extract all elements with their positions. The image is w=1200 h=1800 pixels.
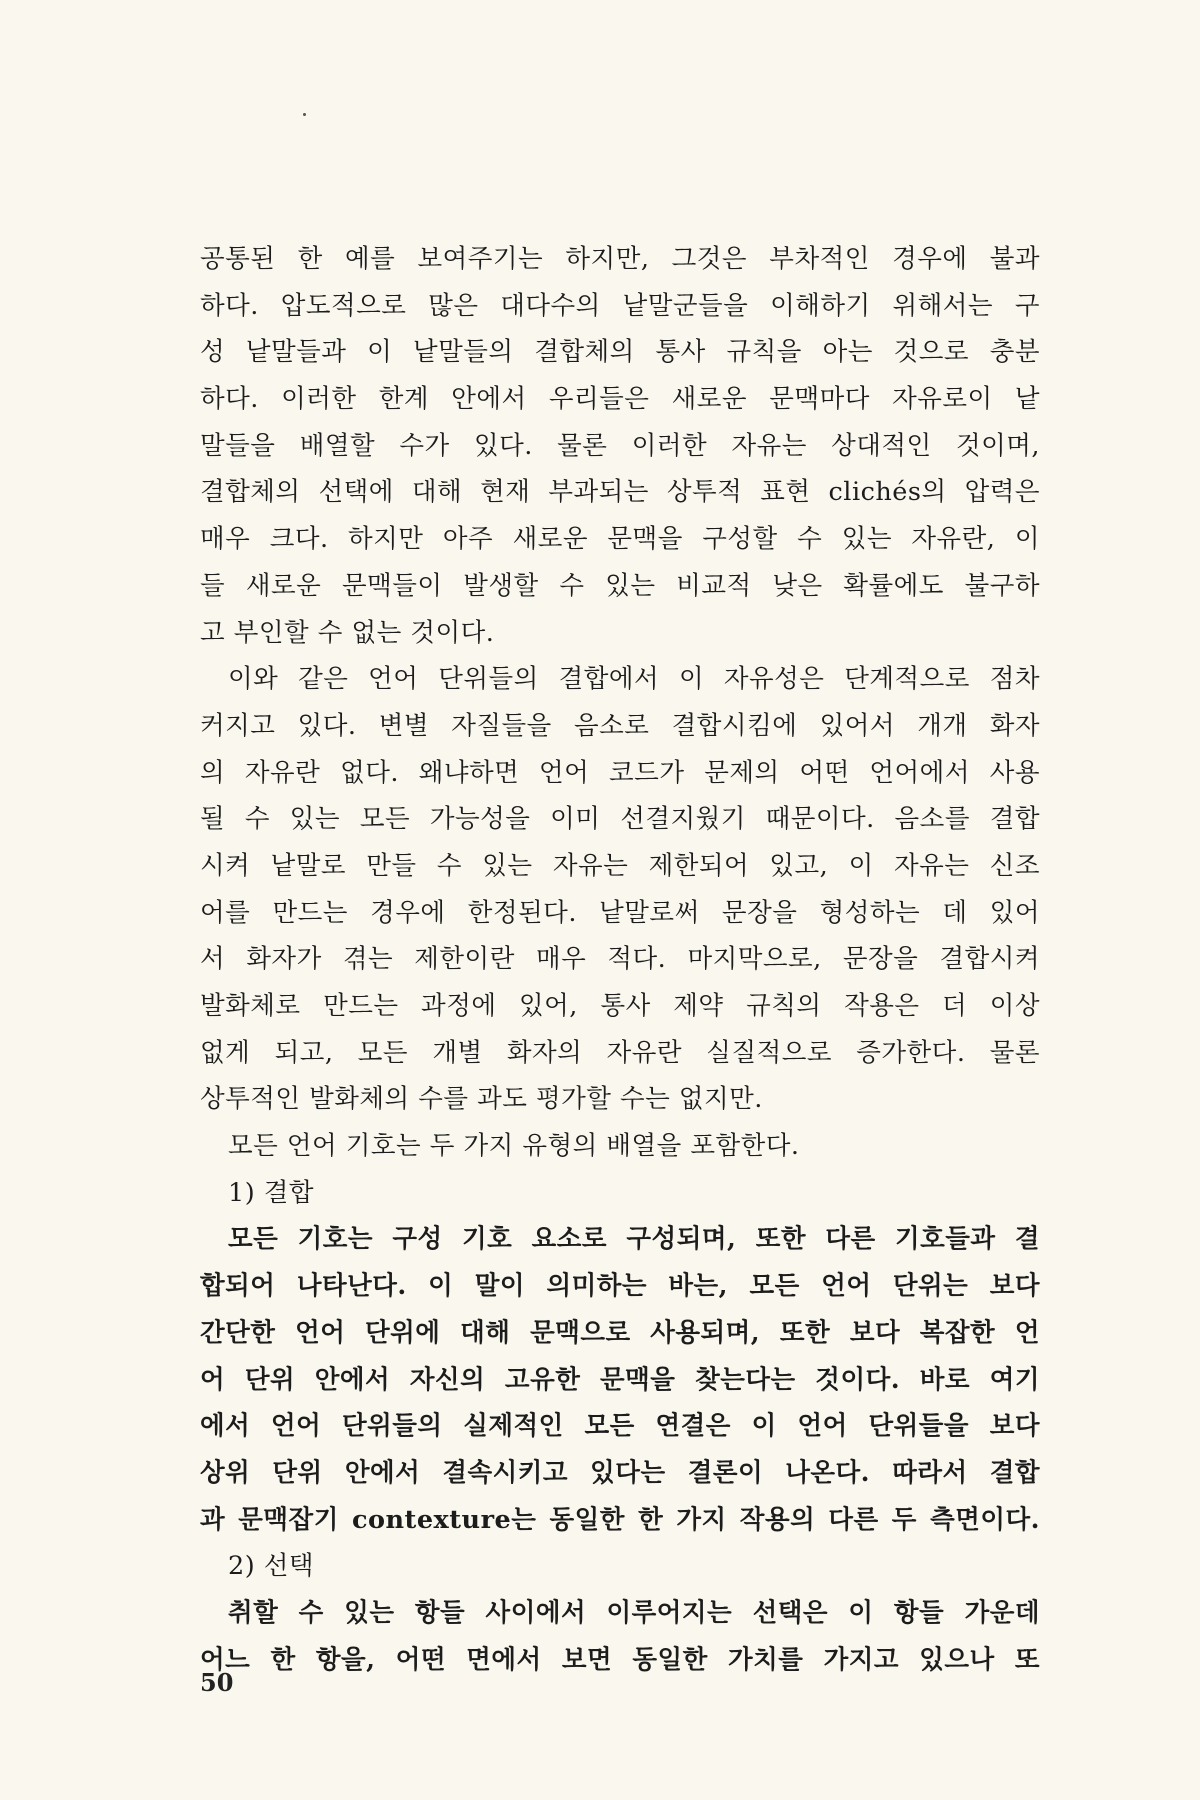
text-line: 결합체의 선택에 대해 현재 부과되는 상투적 표현 clichés의 압력은 bbox=[200, 477, 1040, 508]
text-line: 될 수 있는 모든 가능성을 이미 선결지웠기 때문이다. 음소를 결합 bbox=[200, 804, 1040, 835]
text-line: 어를 만드는 경우에 한정된다. 낱말로써 문장을 형성하는 데 있어 bbox=[200, 897, 1040, 928]
text-line: 고 부인할 수 없는 것이다. bbox=[200, 617, 495, 648]
text-line: 커지고 있다. 변별 자질들을 음소로 결합시킴에 있어서 개개 화자 bbox=[200, 710, 1040, 741]
text-line: 하다. 압도적으로 많은 대다수의 낱말군들을 이해하기 위해서는 구 bbox=[200, 290, 1040, 321]
text-line: 공통된 한 예를 보여주기는 하지만, 그것은 부차적인 경우에 불과 bbox=[200, 244, 1040, 274]
body-text bbox=[200, 236, 1040, 1683]
text-line: 간단한 언어 단위에 대해 문맥으로 사용되며, 또한 보다 복잡한 언 bbox=[200, 1317, 1040, 1348]
section-heading-combination: 1) 결합 bbox=[228, 1177, 315, 1208]
text-line: 어 단위 안에서 자신의 고유한 문맥을 찾는다는 것이다. 바로 여기 bbox=[200, 1364, 1040, 1395]
paragraph-start: 모든 기호는 구성 기호 요소로 구성되며, 또한 다른 기호들과 결 bbox=[228, 1224, 1040, 1255]
text-line: 의 자유란 없다. 왜냐하면 언어 코드가 문제의 어떤 언어에서 사용 bbox=[200, 757, 1040, 788]
section-heading-selection: 2) 선택 bbox=[228, 1551, 315, 1582]
page-number: 50 bbox=[200, 1668, 234, 1697]
text-line: 말들을 배열할 수가 있다. 물론 이러한 자유는 상대적인 것이며, bbox=[200, 430, 1040, 461]
ink-speck bbox=[303, 113, 306, 116]
text-line: 매우 크다. 하지만 아주 새로운 문맥을 구성할 수 있는 자유란, 이 bbox=[200, 524, 1040, 555]
paragraph-start: 이와 같은 언어 단위들의 결합에서 이 자유성은 단계적으로 점차 bbox=[228, 664, 1040, 695]
text-line: 어느 한 항을, 어떤 면에서 보면 동일한 가치를 가지고 있으나 또 bbox=[200, 1644, 1040, 1675]
paragraph-start: 취할 수 있는 항들 사이에서 이루어지는 선택은 이 항들 가운데 bbox=[228, 1597, 1040, 1628]
text-line: 없게 되고, 모든 개별 화자의 자유란 실질적으로 증가한다. 물론 bbox=[200, 1037, 1040, 1068]
text-line: 시켜 낱말로 만들 수 있는 자유는 제한되어 있고, 이 자유는 신조 bbox=[200, 850, 1040, 881]
text-line: 상위 단위 안에서 결속시키고 있다는 결론이 나온다. 따라서 결합 bbox=[200, 1457, 1040, 1488]
text-line: 서 화자가 겪는 제한이란 매우 적다. 마지막으로, 문장을 결합시켜 bbox=[200, 944, 1040, 975]
text-line: 과 문맥잡기 contexture는 동일한 한 가지 작용의 다른 두 측면이다. bbox=[200, 1504, 1040, 1535]
text-line: 하다. 이러한 한계 안에서 우리들은 새로운 문맥마다 자유로이 낱 bbox=[200, 384, 1040, 415]
text-line: 상투적인 발화체의 수를 과도 평가할 수는 없지만. bbox=[200, 1084, 763, 1115]
paragraph-start: 모든 언어 기호는 두 가지 유형의 배열을 포함한다. bbox=[228, 1131, 800, 1162]
text-line: 발화체로 만드는 과정에 있어, 통사 제약 규칙의 작용은 더 이상 bbox=[200, 991, 1040, 1021]
text-line: 합되어 나타난다. 이 말이 의미하는 바는, 모든 언어 단위는 보다 bbox=[200, 1271, 1040, 1302]
text-line: 들 새로운 문맥들이 발생할 수 있는 비교적 낮은 확률에도 불구하 bbox=[200, 570, 1040, 601]
text-line: 에서 언어 단위들의 실제적인 모든 연결은 이 언어 단위들을 보다 bbox=[200, 1411, 1040, 1442]
text-line: 성 낱말들과 이 낱말들의 결합체의 통사 규칙을 아는 것으로 충분 bbox=[200, 337, 1040, 368]
